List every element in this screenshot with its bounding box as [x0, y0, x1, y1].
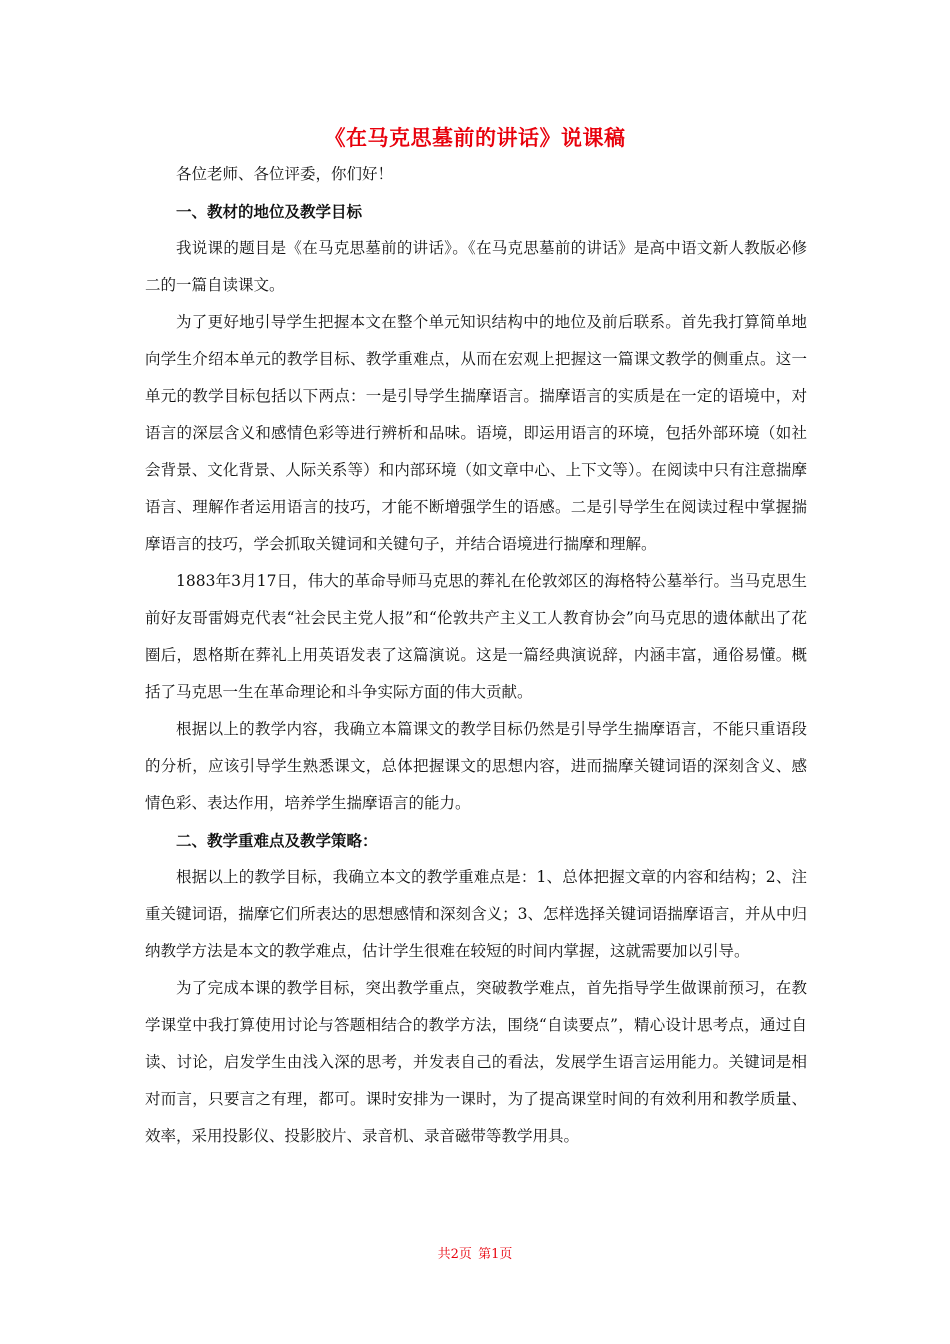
greeting-paragraph: 各位老师、各位评委，你们好！ [176, 165, 394, 183]
body-paragraph: 为了更好地引导学生把握本文在整个单元知识结构中的地位及前后联系。首先我打算简单地向学生介绍本单元的教学目标、教学重难点，从而在宏观上把握这一篇课文教学的侧重点。这一单元的教学目标包括以下两点：一是引导学生揣摩语言。揣摩语言的实质是在一定的语境中，对语言的深层含义和感情色彩等进行辨析和品味。语境，即运用语言的环境，包括外部环境（如社会背景、文化背景、人际关系等）和内部环境（如文章中心、上下文等）。在阅读中只有注意揣摩语言、理解作者运用语言的技巧，才能不断增强学生的语感。二是引导学生在阅读过程中掌握揣摩语言的技巧，学会抓取关键词和关键句子，并结合语境进行揣摩和理解。 [145, 313, 807, 553]
total-pages-label: 共2页 [437, 1247, 472, 1262]
page-footer [0, 1245, 950, 1265]
body-paragraph: 1883年3月17日，伟大的革命导师马克思的葬礼在伦敦郊区的海格特公墓举行。当马克思生前好友哥雷姆克代表“社会民主党人报”和“伦敦共产主义工人教育协会”向马克思的遗体献出了花圈后，恩格斯在葬礼上用英语发表了这篇演说。这是一篇经典演说辞，内涵丰富，通俗易懂。概括了马克思一生在革命理论和斗争实际方面的伟大贡献。 [145, 572, 807, 701]
body-paragraph: 为了完成本课的教学目标，突出教学重点，突破教学难点，首先指导学生做课前预习，在教学课堂中我打算使用讨论与答题相结合的教学方法，围绕“自读要点”，精心设计思考点，通过自读、讨论，启发学生由浅入深的思考，并发表自己的看法，发展学生语言运用能力。关键词是相对而言，只要言之有理，都可。课时安排为一课时，为了提高课堂时间的有效利用和教学质量、效率，采用投影仪、投影胶片、录音机、录音磁带等教学用具。 [145, 979, 807, 1145]
document-body [145, 156, 807, 1155]
section-heading-2: 二、教学重难点及教学策略： [176, 831, 378, 850]
document-title: 《在马克思墓前的讲话》说课稿 [324, 125, 626, 150]
current-page-label: 第1页 [478, 1247, 513, 1262]
body-paragraph: 根据以上的教学内容，我确立本篇课文的教学目标仍然是引导学生揣摩语言，不能只重语段的分析，应该引导学生熟悉课文，总体把握课文的思想内容，进而揣摩关键词语的深刻含义、感情色彩、表达作用，培养学生揣摩语言的能力。 [145, 720, 807, 812]
body-paragraph: 我说课的题目是《在马克思墓前的讲话》。《在马克思墓前的讲话》是高中语文新人教版必修二的一篇自读课文。 [145, 239, 807, 294]
body-paragraph: 根据以上的教学目标，我确立本文的教学重难点是：1、总体把握文章的内容和结构；2、注重关键词语，揣摩它们所表达的思想感情和深刻含义；3、怎样选择关键词语揣摩语言，并从中归纳教学方法是本文的教学难点，估计学生很难在较短的时间内掌握，这就需要加以引导。 [145, 868, 807, 960]
section-heading-1: 一、教材的地位及教学目标 [176, 202, 363, 221]
